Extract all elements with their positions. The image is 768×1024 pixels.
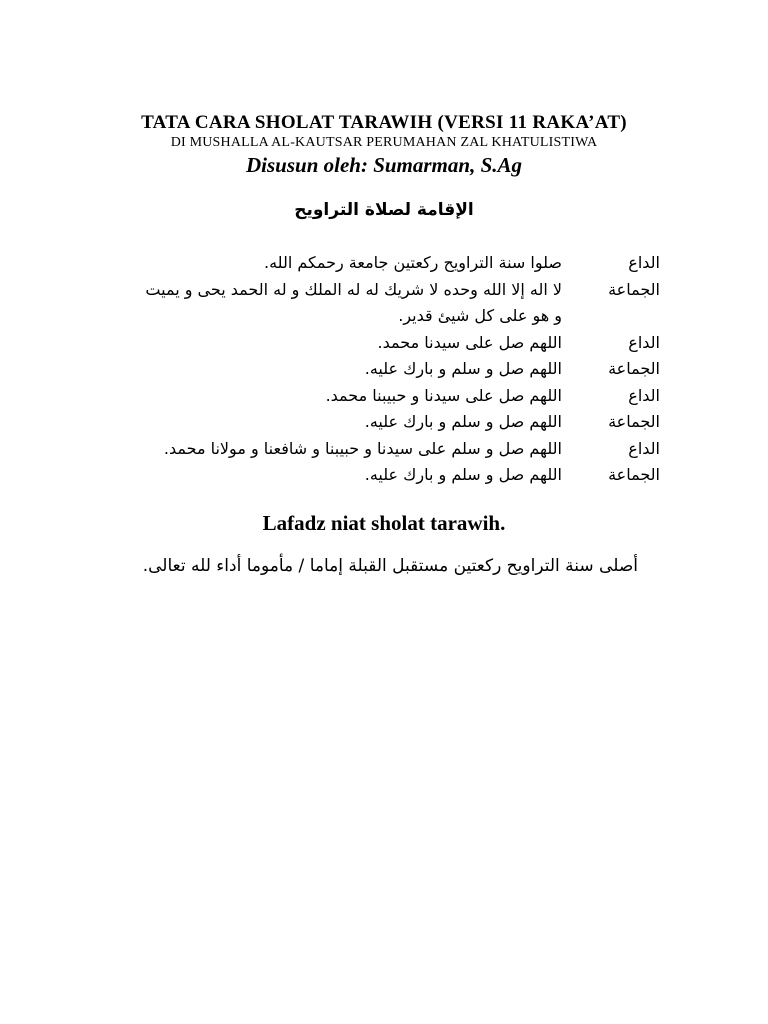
dialog-speaker: الداع xyxy=(628,253,660,272)
dialog-text: لا اله إلا الله وحده لا شريك له له الملك و له الحمد يحى و يميت xyxy=(145,279,562,299)
dialog-text: اللهم صل على سيدنا محمد. xyxy=(377,332,562,352)
iqamah-dialog xyxy=(100,250,660,489)
document-title: TATA CARA SHOLAT TARAWIH (VERSI 11 RAKA’AT) xyxy=(141,112,627,133)
dialog-speaker: الجماعة xyxy=(608,279,660,299)
document-author: Disusun oleh: Sumarman, S.Ag xyxy=(245,153,523,177)
dialog-row xyxy=(100,330,660,357)
dialog-speaker: الجماعة xyxy=(608,412,660,431)
dialog-speaker: الداع xyxy=(628,332,660,352)
dialog-row xyxy=(100,436,660,463)
dialog-row xyxy=(100,303,660,330)
arabic-heading: الإقامة لصلاة التراويح xyxy=(294,200,474,220)
dialog-text: اللهم صل و سلم و بارك عليه. xyxy=(364,465,562,484)
dialog-text: اللهم صل و سلم على سيدنا و حبيبنا و شافعنا و مولانا محمد. xyxy=(163,438,562,458)
dialog-text: صلوا سنة التراويح ركعتين جامعة رحمكم الله. xyxy=(263,253,562,272)
dialog-speaker xyxy=(590,303,660,330)
dialog-speaker: الجماعة xyxy=(608,465,660,484)
dialog-row xyxy=(100,356,660,383)
dialog-row xyxy=(100,409,660,436)
dialog-text: اللهم صل على سيدنا و حبيبنا محمد. xyxy=(325,385,562,405)
dialog-text: اللهم صل و سلم و بارك عليه. xyxy=(364,359,562,378)
niat-heading: Lafadz niat sholat tarawih. xyxy=(262,511,506,535)
dialog-row xyxy=(100,250,660,277)
dialog-speaker: الداع xyxy=(628,438,660,458)
dialog-row xyxy=(100,462,660,489)
dialog-speaker: الجماعة xyxy=(608,359,660,378)
dialog-text: اللهم صل و سلم و بارك عليه. xyxy=(364,412,562,431)
dialog-row xyxy=(100,277,660,304)
dialog-row xyxy=(100,383,660,410)
dialog-speaker: الداع xyxy=(628,385,660,405)
niat-arabic-text: أصلى سنة التراويح ركعتين مستقبل القبلة إماما / مأموما أداء لله تعالى. xyxy=(142,556,638,576)
dialog-text: و هو على كل شيئ قدير. xyxy=(398,306,562,325)
document-subtitle: DI MUSHALLA AL-KAUTSAR PERUMAHAN ZAL KHATULISTIWA xyxy=(170,135,598,150)
